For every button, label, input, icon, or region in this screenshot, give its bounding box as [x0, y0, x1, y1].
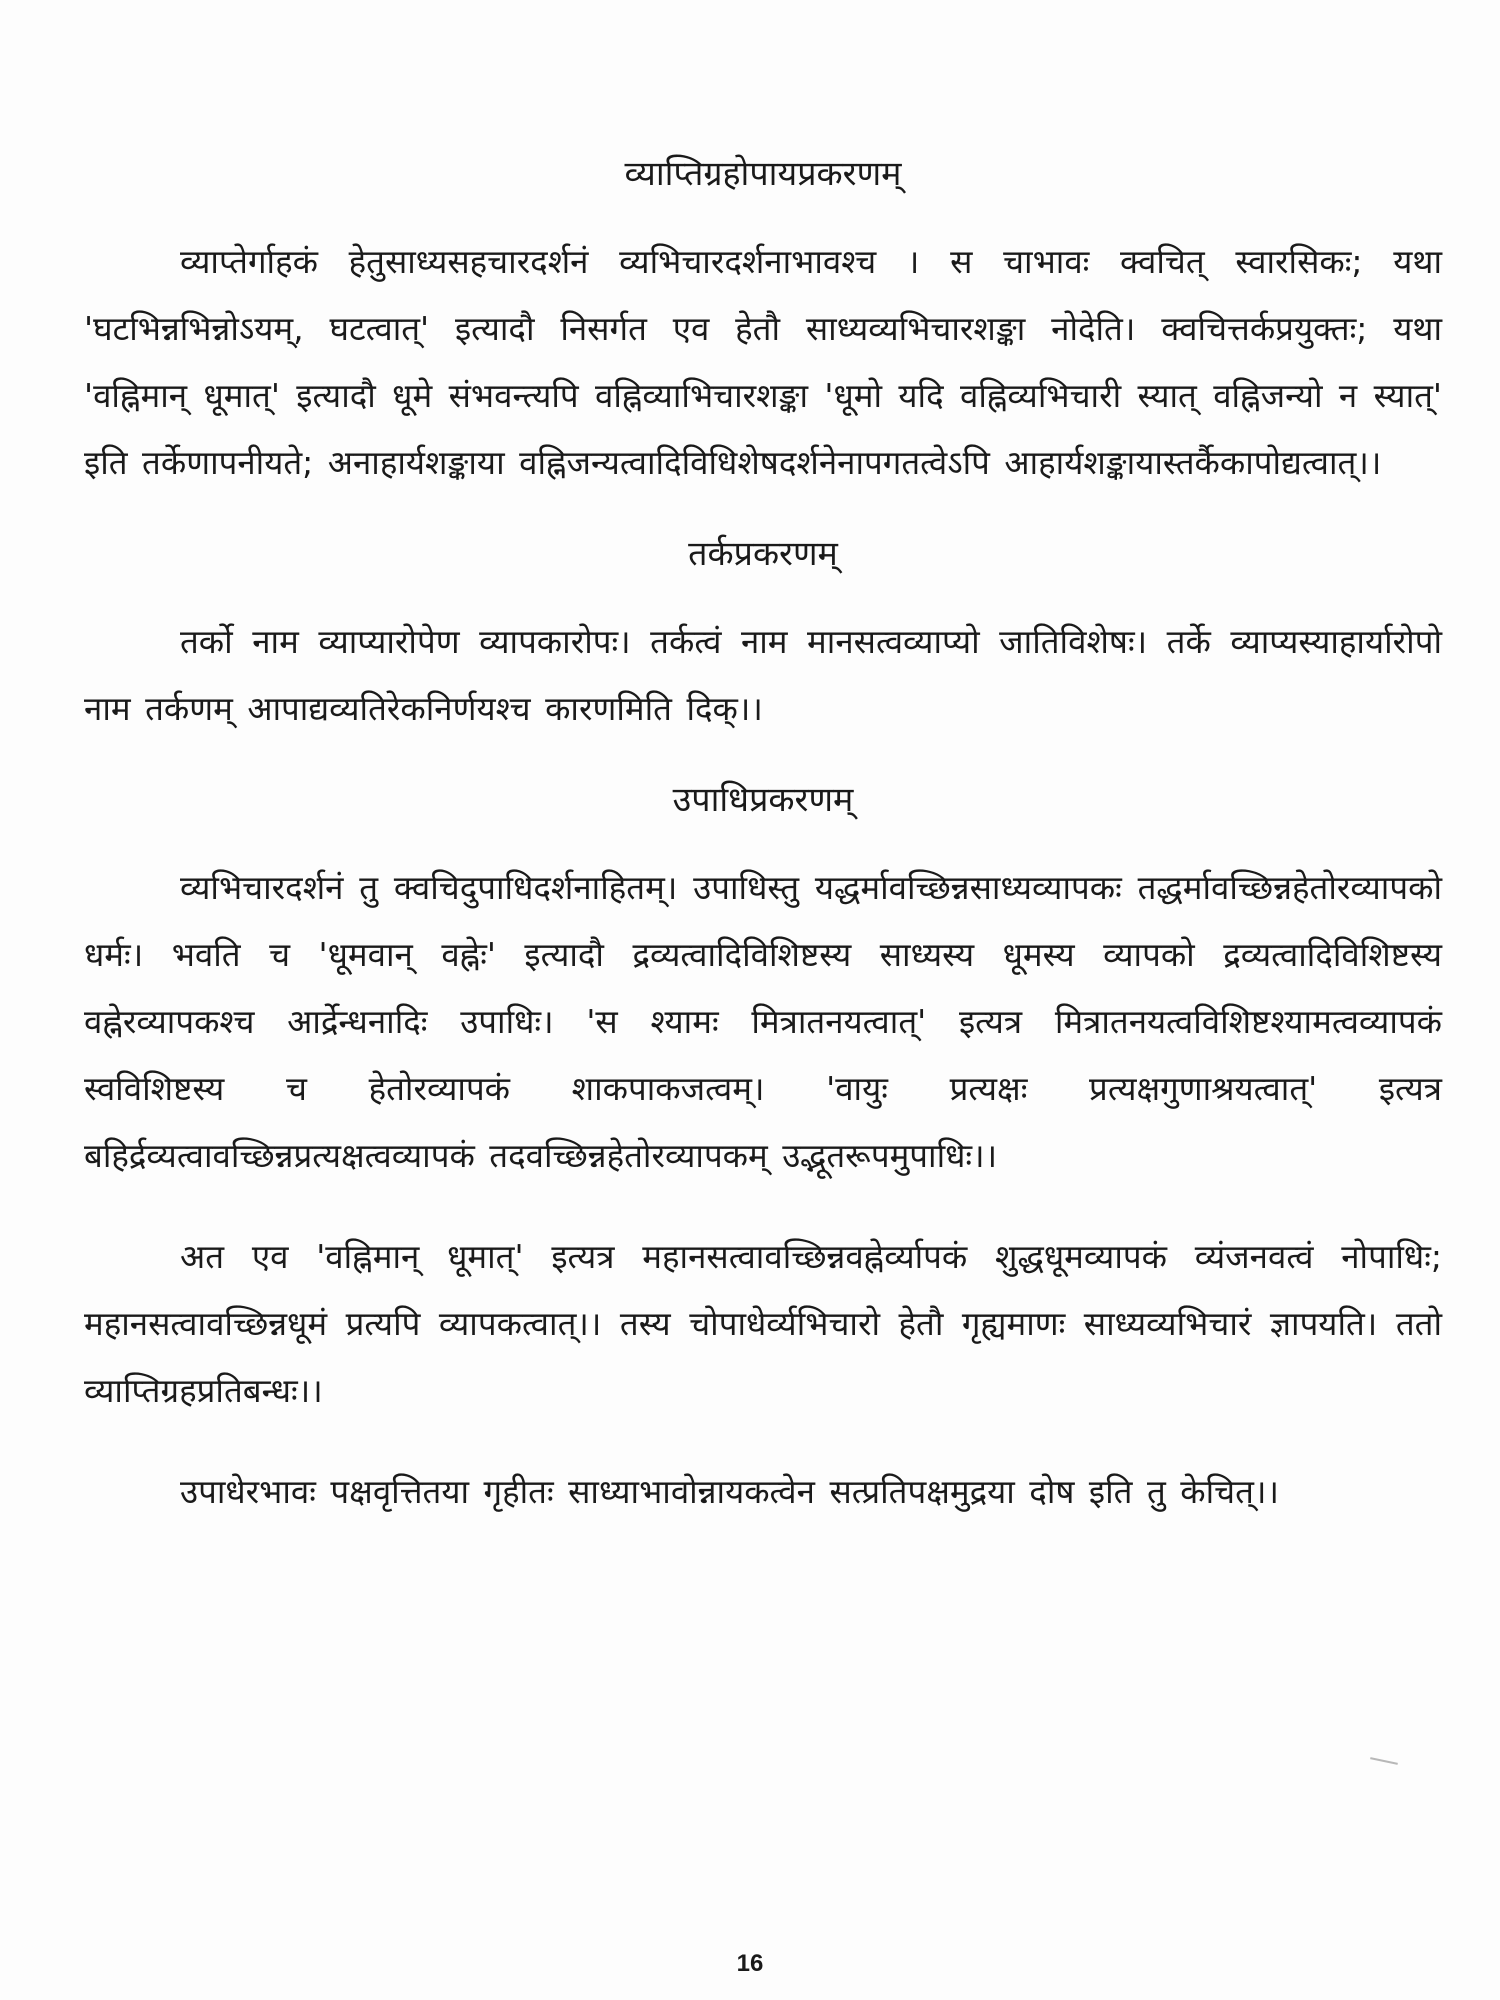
section-heading: उपाधिप्रकरणम् — [672, 780, 854, 820]
paragraph: तर्को नाम व्याप्यारोपेण व्यापकारोपः। तर्कत्वं नाम मानसत्वव्याप्यो जातिविशेषः। तर्के व्याप्यस्याहार्यारोपो नाम तर्कणम् आपाद्यव्यतिरेकनिर्णयश्च कारणमिति दिक्।। — [84, 622, 1442, 728]
section-tarka — [84, 530, 1442, 742]
paragraph: व्यभिचारदर्शनं तु क्वचिदुपाधिदर्शनाहितम्। उपाधिस्तु यद्धर्मावच्छिन्नसाध्यव्यापकः तद्धर्मावच्छिन्नहेतोरव्यापको धर्मः। भवति च 'धूमवान् वह्नेः' इत्यादौ द्रव्यत्वादिविशिष्टस्य साध्यस्य धूमस्य व्यापको द्रव्यत्वादिविशिष्टस्य वह्नेरव्यापकश्च आर्द्रेन्धनादिः उपाधिः। 'स श्यामः मित्रातनयत्वात्' इत्यत्र मित्रातनयत्वविशिष्टश्यामत्वव्यापकं स्वविशिष्टस्य च हेतोरव्यापकं शाकपाकजत्वम्। 'वायुः प्रत्यक्षः प्रत्यक्षगुणाश्रयत्वात्' इत्यत्र बहिर्द्रव्यत्वावच्छिन्नप्रत्यक्षत्वव्यापकं तदवच्छिन्नहेतोरव्यापकम् उद्भूतरूपमुपाधिः।। — [84, 868, 1442, 1175]
page-content — [84, 150, 1442, 1559]
section-upadhi — [84, 776, 1442, 1525]
paragraph: उपाधेरभावः पक्षवृत्तितया गृहीतः साध्याभावोन्नायकत्वेन सत्प्रतिपक्षमुद्रया दोष इति तु केचित्।। — [180, 1472, 1279, 1511]
section-vyaptigraha — [84, 150, 1442, 496]
section-heading: तर्कप्रकरणम् — [688, 534, 838, 574]
paragraph: अत एव 'वह्निमान् धूमात्' इत्यत्र महानसत्वावच्छिन्नवह्नेर्व्यापकं शुद्धधूमव्यापकं व्यंजनवत्वं नोपाधिः; महानसत्वावच्छिन्नधूमं प्रत्यपि व्यापकत्वात्।। तस्य चोपाधेर्व्यभिचारो हेतौ गृह्यमाणः साध्यव्यभिचारं ज्ञापयति। ततो व्याप्तिग्रहप्रतिबन्धः।। — [84, 1237, 1442, 1410]
section-heading: व्याप्तिग्रहोपायप्रकरणम् — [624, 154, 902, 194]
scan-mark — [1370, 1757, 1398, 1765]
paragraph: व्याप्तेर्गाहकं हेतुसाध्यसहचारदर्शनं व्यभिचारदर्शनाभावश्च । स चाभावः क्वचित् स्वारसिकः; यथा 'घटभिन्नभिन्नोऽयम्, घटत्वात्' इत्यादौ निसर्गत एव हेतौ साध्यव्यभिचारशङ्का नोदेति। क्वचित्तर्कप्रयुक्तः; यथा 'वह्निमान् धूमात्' इत्यादौ धूमे संभवन्त्यपि वह्निव्याभिचारशङ्का 'धूमो यदि वह्निव्यभिचारी स्यात् वह्निजन्यो न स्यात्' इति तर्केणापनीयते; अनाहार्यशङ्काया वह्निजन्यत्वादिविधिशेषदर्शनेनापगतत्वेऽपि आहार्यशङ्कायास्तर्कैकापोद्यत्वात्।। — [84, 242, 1442, 482]
page-number: 16 — [736, 1950, 764, 1977]
